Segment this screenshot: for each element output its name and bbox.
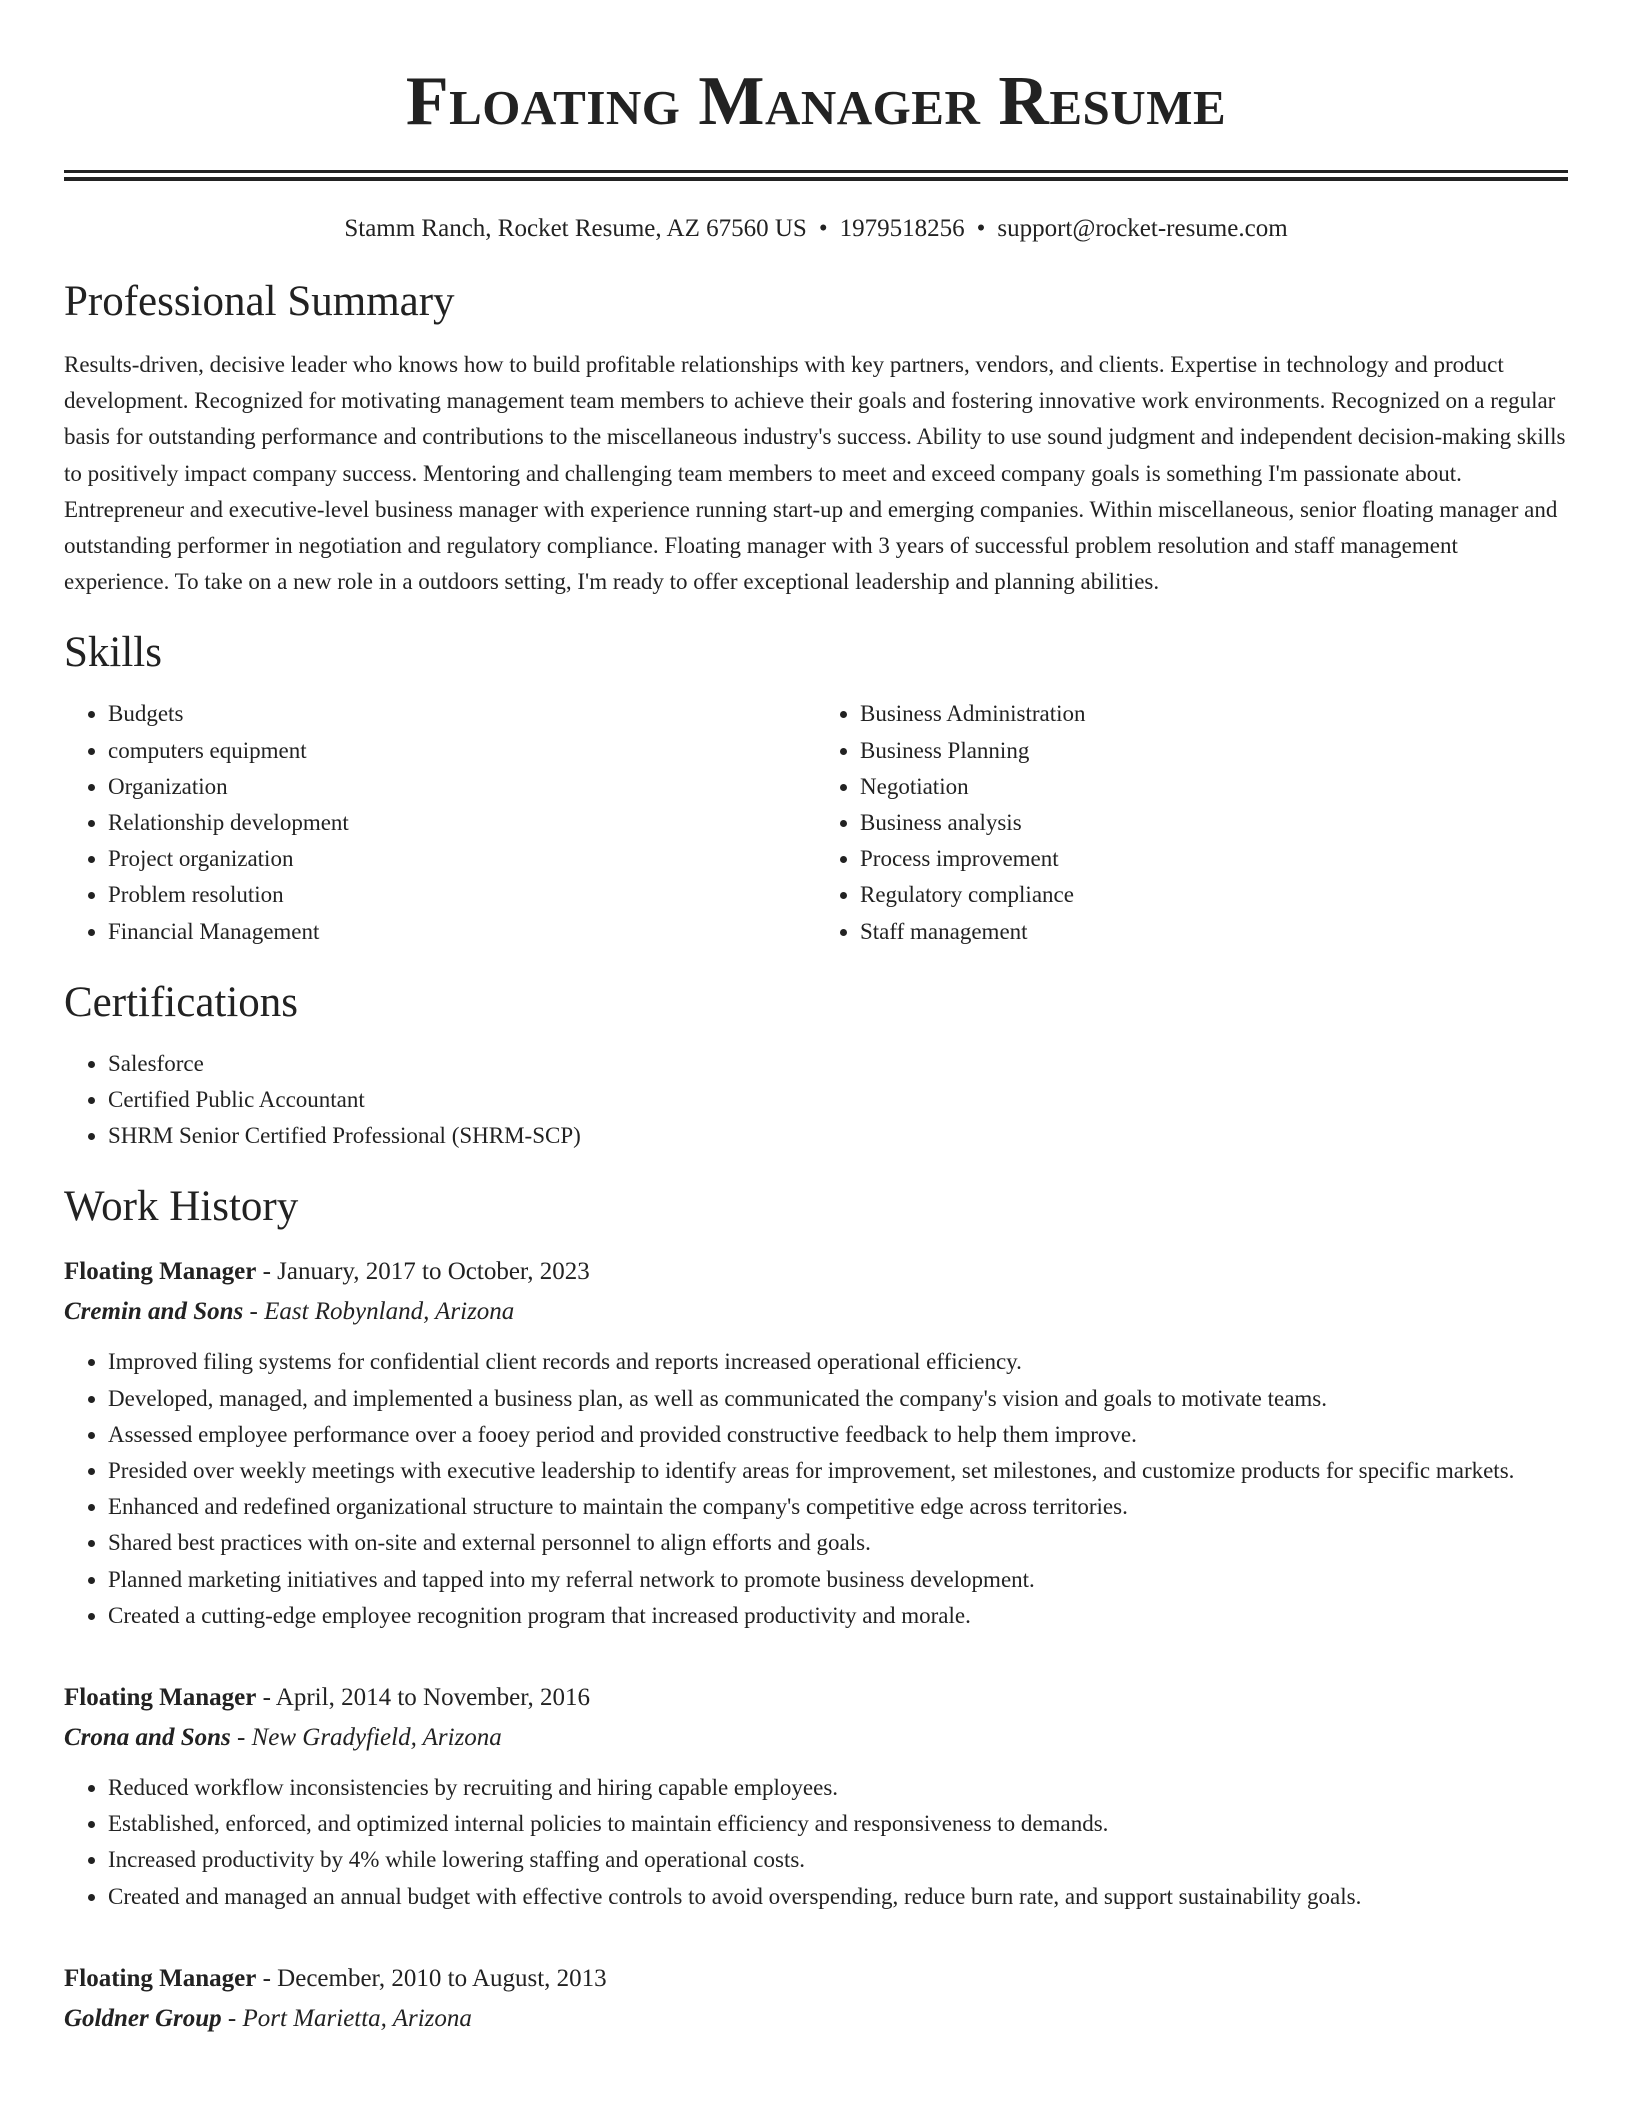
skill-item: • Problem resolution bbox=[108, 877, 816, 913]
job-company: Cremin and Sons bbox=[64, 1298, 244, 1326]
job-dash: - bbox=[243, 1298, 265, 1326]
skill-item: • Business Administration bbox=[860, 696, 1568, 732]
job-dates: December, 2010 to August, 2013 bbox=[277, 1964, 607, 1992]
certification-item: • Certified Public Accountant bbox=[108, 1082, 1568, 1118]
contact-line bbox=[64, 213, 1568, 245]
skill-item: • Financial Management bbox=[108, 914, 816, 950]
job-bullet: • Reduced workflow inconsistencies by recruiting and hiring capable employees. bbox=[108, 1770, 1568, 1806]
job-bullets bbox=[64, 1770, 1568, 1915]
job-entry bbox=[64, 1252, 1568, 1634]
job-dash: - bbox=[221, 2004, 243, 2032]
certification-item: • Salesforce bbox=[108, 1046, 1568, 1082]
job-company: Crona and Sons bbox=[64, 1724, 231, 1752]
job-location: New Gradyfield, Arizona bbox=[251, 1724, 502, 1752]
skill-item: • Business Planning bbox=[860, 733, 1568, 769]
job-dash: - bbox=[256, 1684, 276, 1712]
skills-grid bbox=[64, 696, 1568, 949]
skill-item: • Negotiation bbox=[860, 769, 1568, 805]
skill-item: • Budgets bbox=[108, 696, 816, 732]
job-bullet: • Presided over weekly meetings with executive leadership to identify areas for improvement, set milestones, and customize products for specific markets. bbox=[108, 1453, 1568, 1489]
job-role: Floating Manager bbox=[64, 1258, 257, 1286]
job-entry bbox=[64, 1959, 1568, 2039]
summary-heading: Professional Summary bbox=[64, 278, 455, 325]
certification-item: • SHRM Senior Certified Professional (SHRM-SCP) bbox=[108, 1118, 1568, 1154]
skills-list-left bbox=[64, 696, 816, 949]
skill-item: • computers equipment bbox=[108, 733, 816, 769]
job-dash: - bbox=[230, 1724, 252, 1752]
job-dates: January, 2017 to October, 2023 bbox=[277, 1258, 590, 1286]
skill-item: • Regulatory compliance bbox=[860, 877, 1568, 913]
skill-item: • Organization bbox=[108, 769, 816, 805]
skill-item: • Relationship development bbox=[108, 805, 816, 841]
job-bullet: • Planned marketing initiatives and tapped into my referral network to promote business development. bbox=[108, 1562, 1568, 1598]
job-bullet: • Created a cutting-edge employee recognition program that increased productivity and morale. bbox=[108, 1598, 1568, 1634]
skill-item: • Business analysis bbox=[860, 805, 1568, 841]
contact-separator: • bbox=[818, 215, 828, 242]
job-location: Port Marietta, Arizona bbox=[242, 2004, 472, 2032]
contact-address: Stamm Ranch, Rocket Resume, AZ 67560 US bbox=[344, 215, 807, 242]
job-dates: April, 2014 to November, 2016 bbox=[275, 1684, 591, 1712]
job-title-line bbox=[64, 1252, 1568, 1292]
job-bullets bbox=[64, 1344, 1568, 1634]
contact-email: support@rocket-resume.com bbox=[997, 215, 1288, 242]
job-role: Floating Manager bbox=[64, 1964, 257, 1992]
summary-text: Results-driven, decisive leader who knows how to build profitable relationships with key partners, vendors, and clients. Expertise in technology and product development. Recognized for motivating management team members to achieve their goals and fostering innovative work environments. Recognized on a regular basis for outstanding performance and contributions to the miscellaneous industry's success. Ability to use sound judgment and independent decision-making skills to positively impact company success. Mentoring and challenging team members to meet and exceed company goals is something I'm passionate about. Entrepreneur and executive-level business manager with experience running start-up and emerging companies. Within miscellaneous, senior floating manager and outstanding performer in negotiation and regulatory compliance. Floating manager with 3 years of successful problem resolution and staff management experience. To take on a new role in a outdoors setting, I'm ready to offer exceptional leadership and planning abilities. bbox=[64, 352, 1566, 595]
job-company-line bbox=[64, 1999, 1568, 2039]
job-bullet: • Developed, managed, and implemented a business plan, as well as communicated the company's vision and goals to motivate teams. bbox=[108, 1381, 1568, 1417]
job-dash: - bbox=[256, 1258, 278, 1286]
page-title: Floating Manager Resume bbox=[405, 63, 1227, 140]
job-role: Floating Manager bbox=[64, 1684, 257, 1712]
skill-item: • Staff management bbox=[860, 914, 1568, 950]
job-company-line bbox=[64, 1718, 1568, 1758]
job-title-line bbox=[64, 1678, 1568, 1718]
certifications-heading: Certifications bbox=[64, 978, 299, 1026]
skill-item: • Process improvement bbox=[860, 841, 1568, 877]
job-bullet: • Improved filing systems for confidential client records and reports increased operational efficiency. bbox=[108, 1344, 1568, 1380]
job-bullet: • Enhanced and redefined organizational structure to maintain the company's competitive edge across territories. bbox=[108, 1489, 1568, 1525]
contact-separator: • bbox=[976, 215, 986, 242]
job-bullet: • Shared best practices with on-site and external personnel to align efforts and goals. bbox=[108, 1525, 1568, 1561]
job-bullet: • Created and managed an annual budget with effective controls to avoid overspending, reduce burn rate, and support sustainability goals. bbox=[108, 1879, 1568, 1915]
skills-heading: Skills bbox=[64, 629, 162, 677]
job-bullet: • Increased productivity by 4% while lowering staffing and operational costs. bbox=[108, 1842, 1568, 1878]
certifications-list bbox=[64, 1046, 1568, 1155]
job-entry bbox=[64, 1678, 1568, 1915]
skills-list-right bbox=[816, 696, 1568, 949]
job-company: Goldner Group bbox=[64, 2004, 222, 2032]
skill-item: • Project organization bbox=[108, 841, 816, 877]
job-location: East Robynland, Arizona bbox=[264, 1298, 515, 1326]
title-divider bbox=[64, 170, 1568, 181]
work-history-heading: Work History bbox=[64, 1183, 299, 1231]
job-title-line bbox=[64, 1959, 1568, 1999]
job-bullet: • Assessed employee performance over a fooey period and provided constructive feedback to help them improve. bbox=[108, 1417, 1568, 1453]
contact-phone: 1979518256 bbox=[839, 215, 965, 242]
job-bullet: • Established, enforced, and optimized internal policies to maintain efficiency and responsiveness to demands. bbox=[108, 1806, 1568, 1842]
job-company-line bbox=[64, 1292, 1568, 1332]
job-dash: - bbox=[256, 1964, 278, 1992]
